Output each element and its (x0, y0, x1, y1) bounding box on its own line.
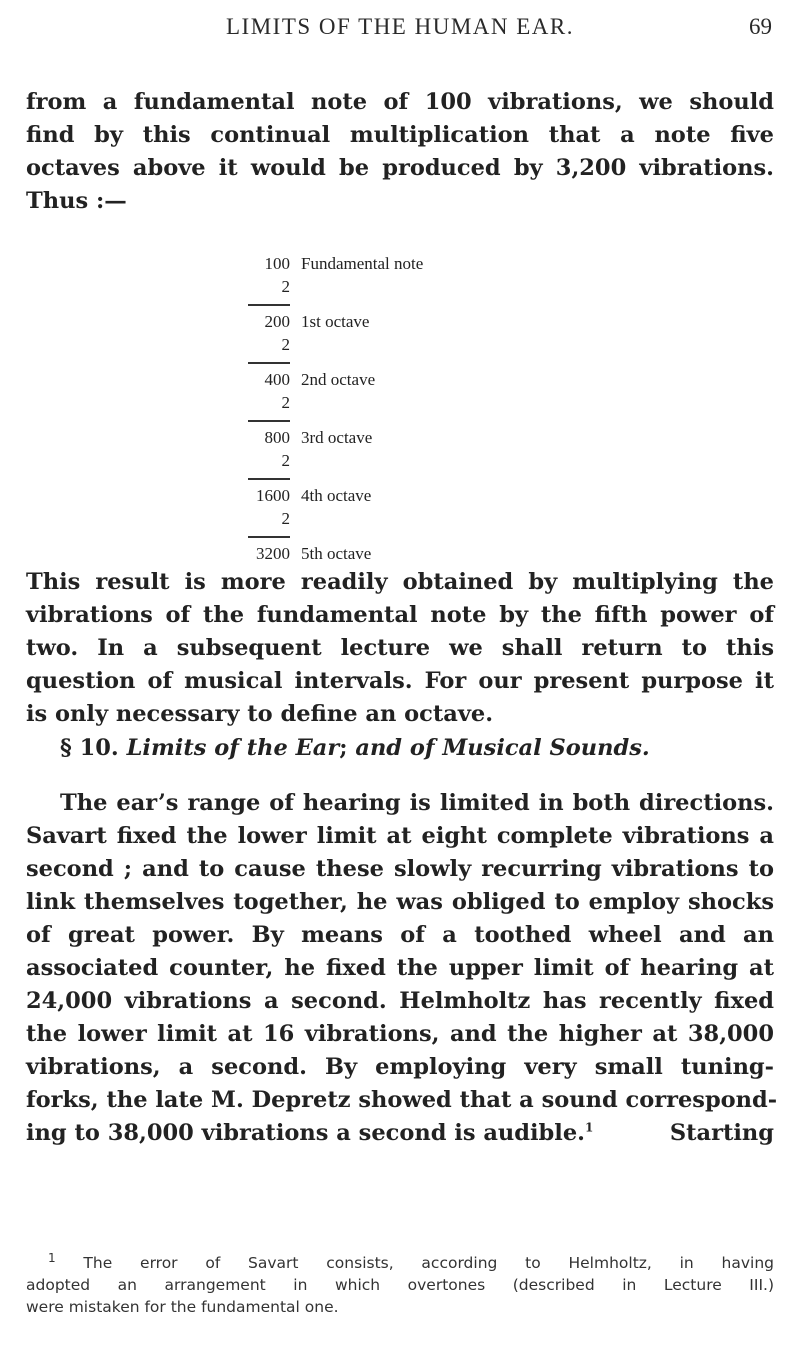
text-line: second ; and to cause these slowly recurring vibrations to (26, 856, 774, 882)
calc-row (246, 451, 546, 474)
text-line: of great power. By means of a toothed wheel and an (26, 922, 774, 948)
running-head (0, 14, 800, 54)
calc-row (246, 277, 546, 300)
calc-row (246, 428, 546, 451)
text-line: This result is more readily obtained by multiplying the (26, 569, 774, 595)
calc-label: 2nd octave (301, 370, 376, 389)
section-title-part2: and of Musical Sounds. (355, 735, 650, 761)
calc-row (246, 393, 546, 416)
footnote (26, 1252, 774, 1318)
calc-rule (248, 536, 290, 538)
calc-number: 800 (264, 428, 290, 447)
calc-row (246, 335, 546, 358)
calc-row (246, 509, 546, 532)
text-line: the lower limit at 16 vibrations, and the higher at 38,000 (26, 1021, 774, 1047)
text-segment: ing to 38,000 vibrations a second is audible. (26, 1120, 585, 1146)
text-line: octaves above it would be produced by 3,200 vibrations. (26, 155, 774, 181)
calc-multiplier: 2 (281, 277, 290, 296)
text-line (26, 1117, 774, 1150)
calc-row (246, 544, 546, 567)
text-line: from a fundamental note of 100 vibrations, we should (26, 89, 774, 115)
octave-calculation (246, 254, 546, 567)
text-segment: Starting (669, 1120, 774, 1146)
calc-label: 4th octave (301, 486, 372, 505)
section-separator: ; (339, 735, 356, 761)
paragraph-intro (26, 86, 774, 218)
calc-rule (248, 304, 290, 306)
calc-rule (248, 420, 290, 422)
calc-number: 3200 (256, 544, 290, 563)
text-line: 24,000 vibrations a second. Helmholtz has recently fixed (26, 988, 774, 1014)
calc-row (246, 312, 546, 335)
text-segment: The error of Savart consists, according to Helmholtz, in having (83, 1254, 774, 1272)
calc-rule (248, 478, 290, 480)
calc-row (246, 254, 546, 277)
text-line: vibrations, a second. By employing very small tuning- (26, 1054, 774, 1080)
section-number: § 10. (60, 735, 119, 761)
calc-row (246, 486, 546, 509)
text-line: associated counter, he fixed the upper limit of hearing at (26, 955, 774, 981)
text-line: is only necessary to define an octave. (26, 701, 494, 727)
text-line: question of musical intervals. For our present purpose it (26, 668, 774, 694)
footnote-marker: 1 (48, 1250, 56, 1265)
footnote-ref: 1 (584, 1120, 594, 1135)
paragraph-result (26, 566, 774, 731)
calc-multiplier: 2 (281, 451, 290, 470)
text-line: The ear’s range of hearing is limited in both directions. (60, 790, 774, 816)
calc-number: 400 (264, 370, 290, 389)
paragraph-limits (26, 787, 778, 1150)
calc-multiplier: 2 (281, 509, 290, 528)
calc-label: 3rd octave (301, 428, 373, 447)
section-heading (60, 735, 650, 761)
calc-label: 5th octave (301, 544, 372, 563)
calc-row (246, 370, 546, 393)
calc-label: Fundamental note (301, 254, 424, 273)
calc-rule (248, 362, 290, 364)
calc-multiplier: 2 (281, 335, 290, 354)
text-line: vibrations of the fundamental note by the fifth power of (26, 602, 774, 628)
calc-number: 1600 (256, 486, 290, 505)
running-title: LIMITS OF THE HUMAN EAR. (226, 14, 574, 39)
page-number: 69 (749, 14, 772, 39)
calc-multiplier: 2 (281, 393, 290, 412)
footnote-line (26, 1252, 774, 1274)
section-title-part1: Limits of the Ear (126, 735, 340, 761)
footnote-line: were mistaken for the fundamental one. (26, 1298, 339, 1316)
calc-number: 200 (264, 312, 290, 331)
text-line: Savart fixed the lower limit at eight complete vibrations a (26, 823, 774, 849)
text-line: Thus :— (26, 188, 127, 214)
text-line: find by this continual multiplication that a note five (26, 122, 774, 148)
footnote-line: adopted an arrangement in which overtones (described in Lecture III.) (26, 1276, 774, 1294)
text-line: link themselves together, he was obliged to employ shocks (26, 889, 774, 915)
calc-label: 1st octave (301, 312, 370, 331)
text-line: two. In a subsequent lecture we shall return to this (26, 635, 774, 661)
calc-number: 100 (264, 254, 290, 273)
text-line: forks, the late M. Depretz showed that a sound correspond- (26, 1087, 778, 1113)
